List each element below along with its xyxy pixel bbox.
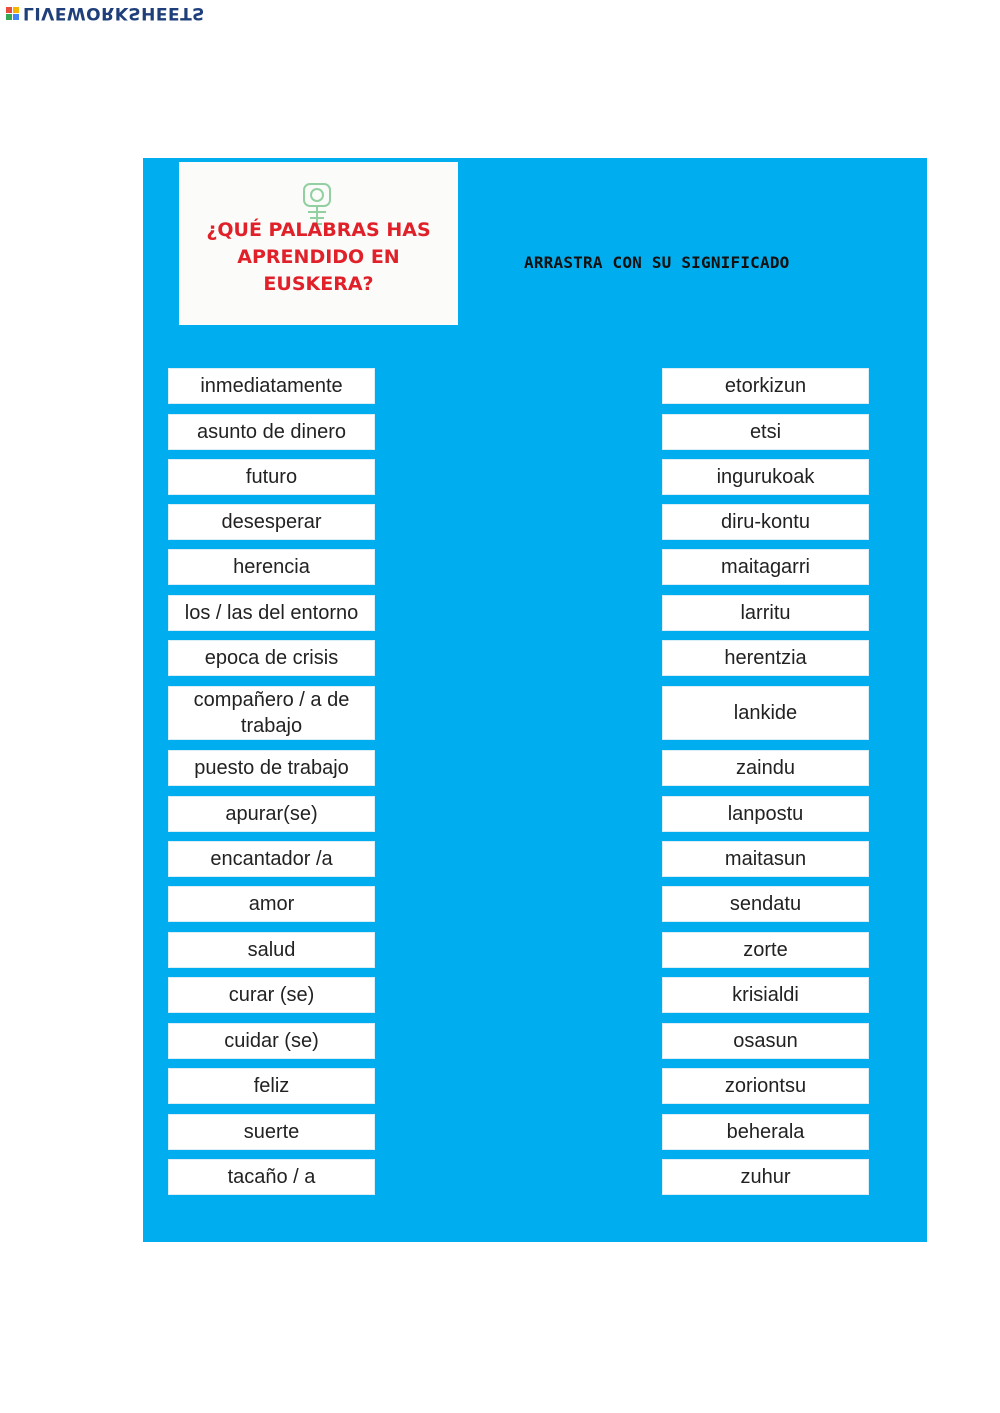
spanish-word-tile[interactable]: tacaño / a — [168, 1159, 375, 1195]
basque-word-tile[interactable]: ingurukoak — [662, 459, 869, 495]
basque-word-tile[interactable]: sendatu — [662, 886, 869, 922]
basque-word-tile[interactable]: maitagarri — [662, 549, 869, 585]
worksheet-panel — [143, 158, 927, 1242]
spanish-word-tile[interactable]: desesperar — [168, 504, 375, 540]
basque-word-tile[interactable]: diru-kontu — [662, 504, 869, 540]
basque-word-tile[interactable]: osasun — [662, 1023, 869, 1059]
spanish-word-tile[interactable]: futuro — [168, 459, 375, 495]
basque-word-tile[interactable]: etorkizun — [662, 368, 869, 404]
basque-word-tile[interactable]: zaindu — [662, 750, 869, 786]
brand-logo-square — [13, 7, 19, 13]
basque-word-tile[interactable]: beherala — [662, 1114, 869, 1150]
basque-word-tile[interactable]: zuhur — [662, 1159, 869, 1195]
spanish-word-tile[interactable]: apurar(se) — [168, 796, 375, 832]
spanish-word-tile[interactable]: asunto de dinero — [168, 414, 375, 450]
brand-logo-icon — [6, 7, 19, 20]
spanish-word-tile[interactable]: curar (se) — [168, 977, 375, 1013]
brand-name: LIVEWORKSHEETS — [23, 3, 205, 23]
spanish-word-tile[interactable]: cuidar (se) — [168, 1023, 375, 1059]
basque-word-tile[interactable]: krisialdi — [662, 977, 869, 1013]
brand-header — [6, 3, 205, 23]
spanish-word-tile[interactable]: compañero / a de trabajo — [168, 686, 375, 740]
spanish-word-tile[interactable]: encantador /a — [168, 841, 375, 877]
spanish-word-tile[interactable]: los / las del entorno — [168, 595, 375, 631]
spanish-word-tile[interactable]: herencia — [168, 549, 375, 585]
brand-logo-square — [6, 14, 12, 20]
basque-word-tile[interactable]: zoriontsu — [662, 1068, 869, 1104]
spanish-word-tile[interactable]: salud — [168, 932, 375, 968]
worksheet-title: ¿QUÉ PALABRAS HAS APRENDIDO EN EUSKERA? — [206, 219, 431, 295]
spanish-word-tile[interactable]: inmediatamente — [168, 368, 375, 404]
basque-word-tile[interactable]: larritu — [662, 595, 869, 631]
spanish-word-tile[interactable]: epoca de crisis — [168, 640, 375, 676]
basque-word-tile[interactable]: maitasun — [662, 841, 869, 877]
basque-word-tile[interactable]: lanpostu — [662, 796, 869, 832]
brand-logo-square — [13, 14, 19, 20]
basque-word-tile[interactable]: etsi — [662, 414, 869, 450]
spanish-word-tile[interactable]: puesto de trabajo — [168, 750, 375, 786]
spanish-word-tile[interactable]: suerte — [168, 1114, 375, 1150]
basque-word-tile[interactable]: herentzia — [662, 640, 869, 676]
instruction-text: ARRASTRA CON SU SIGNIFICADO — [524, 253, 790, 272]
basque-word-tile[interactable]: lankide — [662, 686, 869, 740]
brand-logo-square — [6, 7, 12, 13]
title-card — [179, 162, 458, 325]
spanish-word-tile[interactable]: amor — [168, 886, 375, 922]
spanish-word-tile[interactable]: feliz — [168, 1068, 375, 1104]
basque-word-tile[interactable]: zorte — [662, 932, 869, 968]
